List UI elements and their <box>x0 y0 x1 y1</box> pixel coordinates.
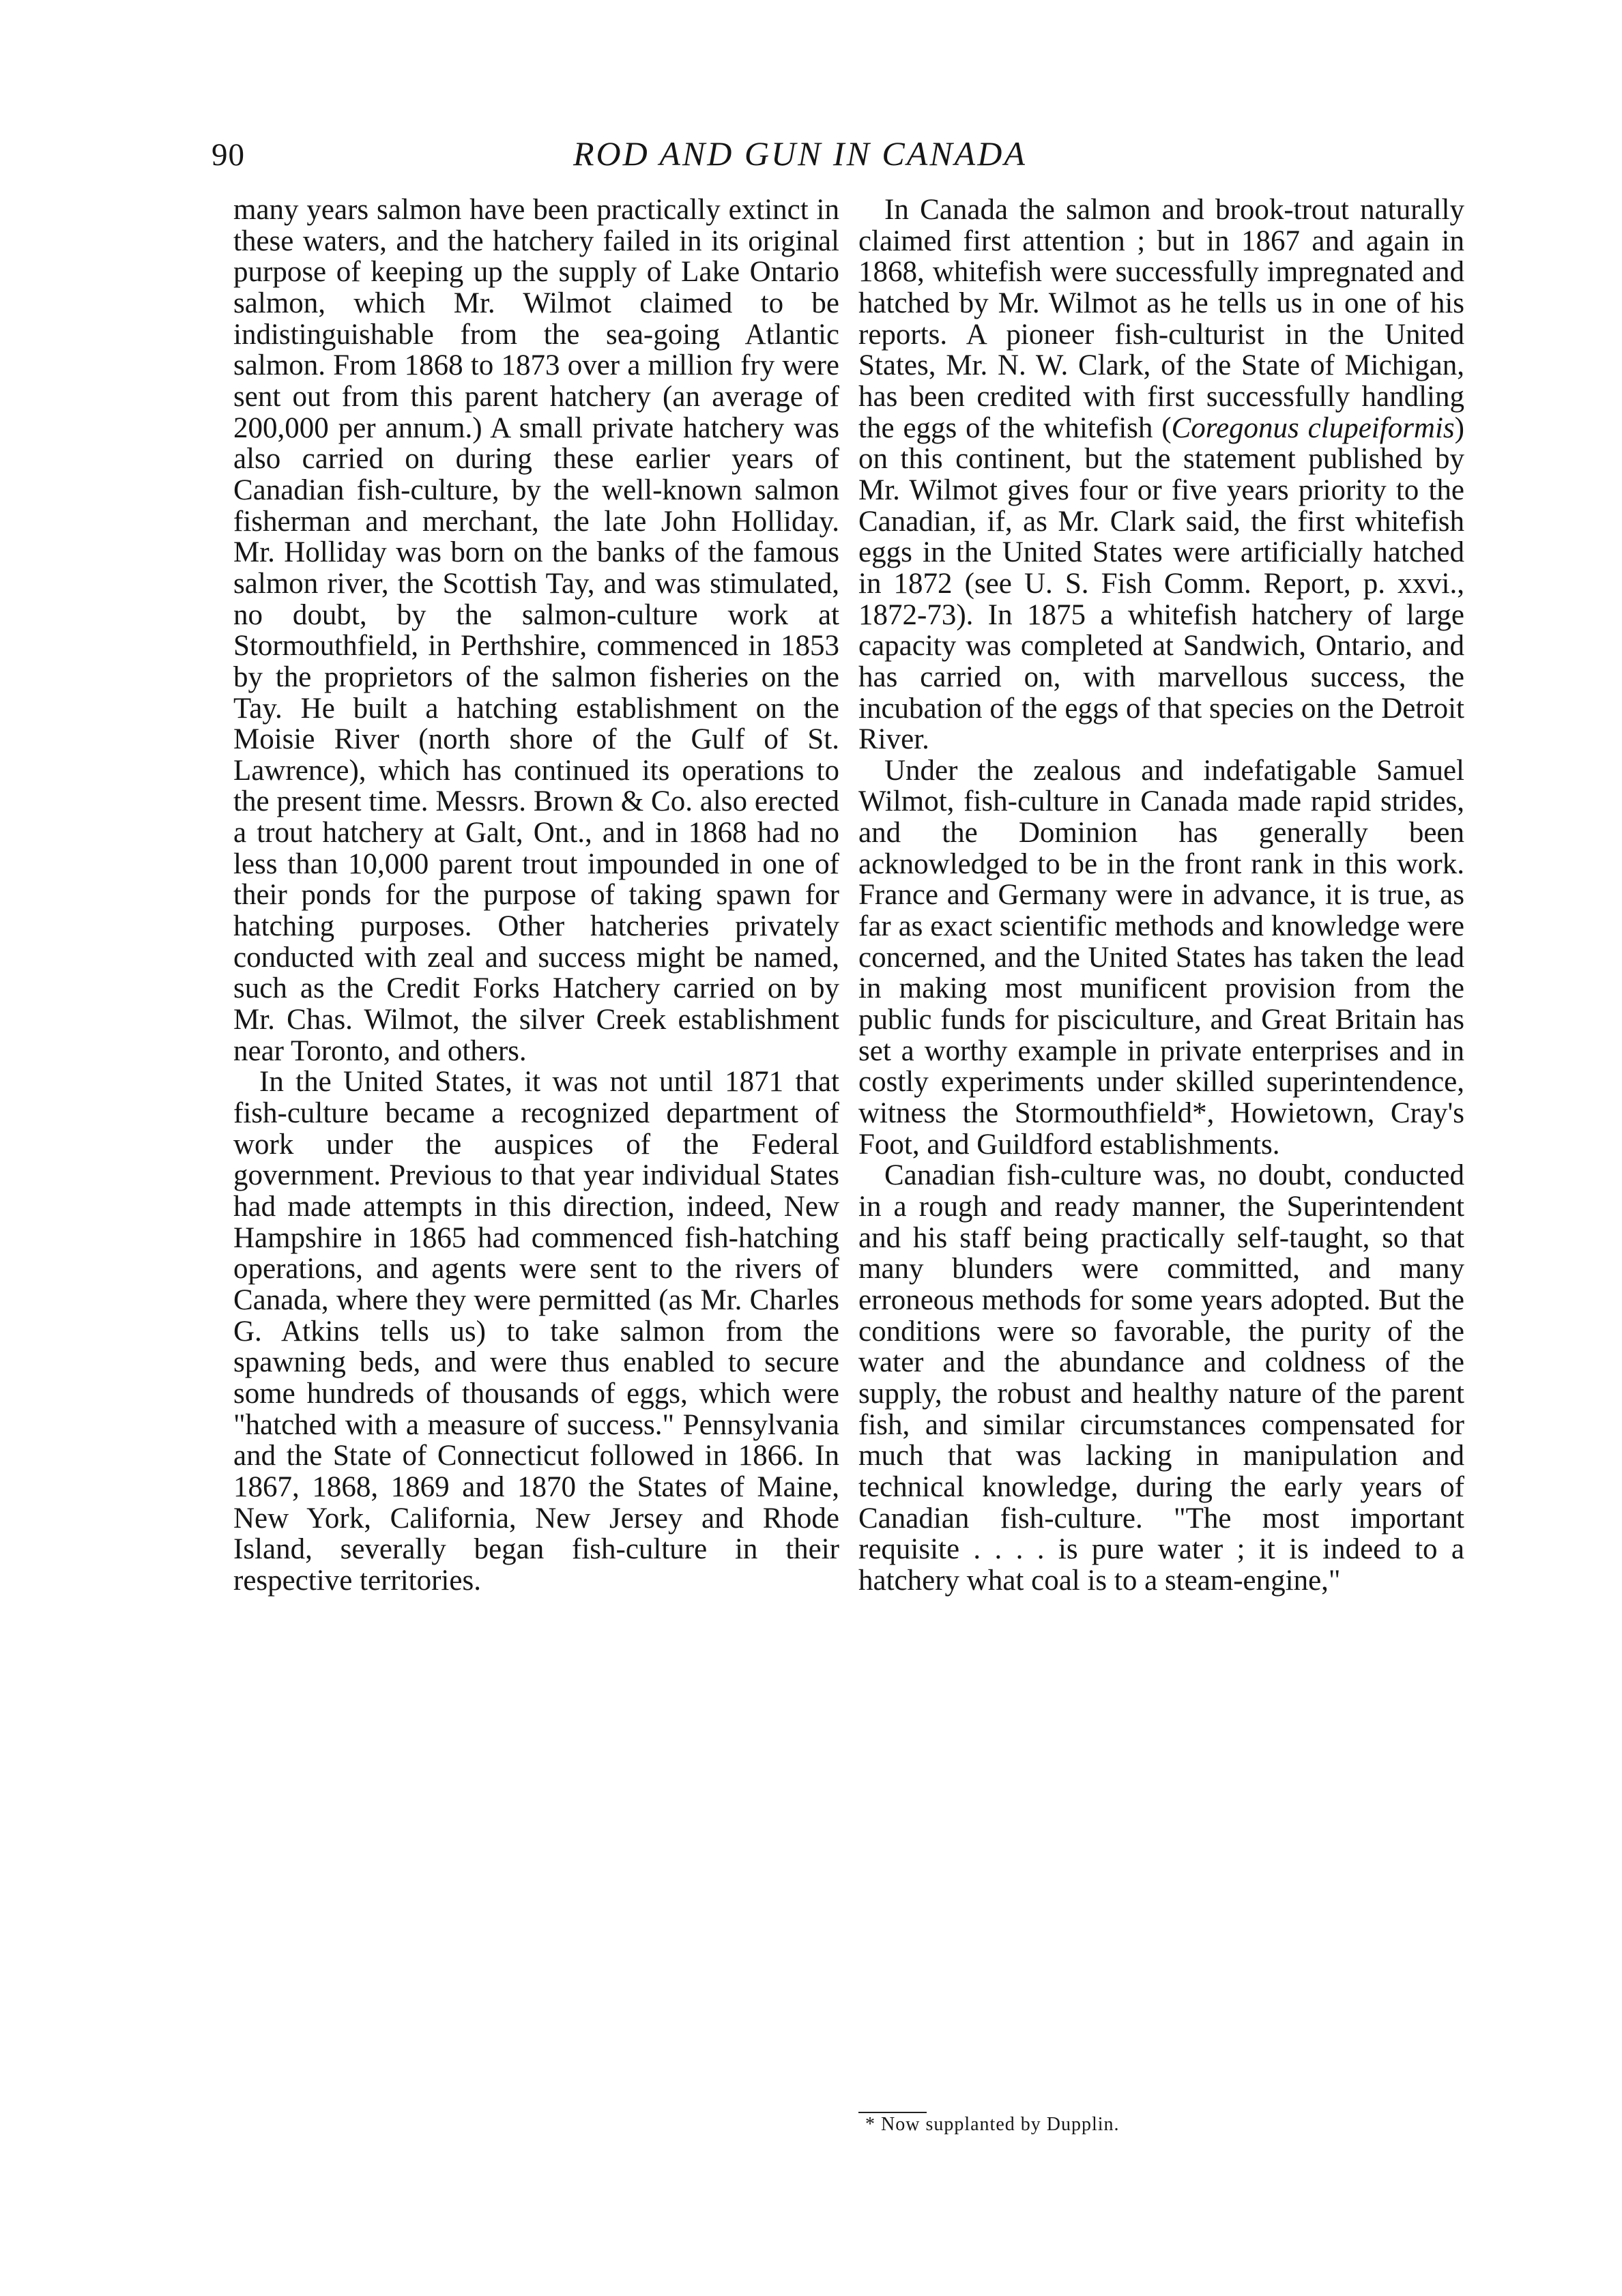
right-paragraph-1-text-a: In Canada the salmon and brook-trout naturally claimed first attention ; but in 1867 and again in 1868, whitefish were successfully impregnated and hatched by Mr. Wilmot as he tells us in one of his reports. A pioneer fish-culturist in the United States, Mr. N. W. Clark, of the State of Michigan, has been credited with first successfully handling the eggs of the whitefish ( <box>858 194 1464 444</box>
page-number: 90 <box>212 137 245 173</box>
running-head: ROD AND GUN IN CANADA <box>573 134 1027 173</box>
species-name: Coregonus clupeiformis <box>1171 411 1455 444</box>
footnote: * Now supplanted by Dupplin. <box>865 2114 1120 2135</box>
right-paragraph-1 <box>858 194 1464 755</box>
right-column <box>858 194 1464 1597</box>
footnote-rule <box>858 2112 927 2113</box>
right-paragraph-2: Under the zealous and indefatigable Samuel Wilmot, fish-culture in Canada made rapid strides, and the Dominion has generally been acknowledged to be in the front rank in this work. France and Germany were in advance, it is true, as far as exact scientific methods and knowledge were concerned, and the United States has taken the lead in making most munificent provision from the public funds for pisciculture, and Great Britain has set a worthy example in private enterprises and in costly experiments under skilled superintendence, witness the Stormouthfield*, Howietown, Cray's Foot, and Guildford establishments. <box>858 754 1464 1161</box>
right-paragraph-3: Canadian fish-culture was, no doubt, conducted in a rough and ready manner, the Superintendent and his staff being practically self-taught, so that many blunders were committed, and many erroneous methods for some years adopted. But the conditions were so favorable, the purity of the water and the abundance and coldness of the supply, the robust and healthy nature of the parent fish, and similar circumstances compensated for much that was lacking in manipulation and technical knowledge, during the early years of Canadian fish-culture. "The most important requisite . . . . is pure water ; it is indeed to a hatchery what coal is to a steam-engine," <box>858 1159 1464 1597</box>
left-paragraph-2: In the United States, it was not until 1871 that fish-culture became a recognized department of work under the auspices of the Federal government. Previous to that year individual States had made attempts in this direction, indeed, New Hampshire in 1865 had commenced fish-hatching operations, and agents were sent to the rivers of Canada, where they were permitted (as Mr. Charles G. Atkins tells us) to take salmon from the spawning beds, and were thus enabled to secure some hundreds of thousands of eggs, which were "hatched with a measure of success." Pennsylvania and the State of Connecticut followed in 1866. In 1867, 1868, 1869 and 1870 the States of Maine, New York, California, New Jersey and Rhode Island, severally began fish-culture in their respective territories. <box>233 1066 839 1597</box>
left-paragraph-1: many years salmon have been practically extinct in these waters, and the hatchery failed in its original purpose of keeping up the supply of Lake Ontario salmon, which Mr. Wilmot claimed to be indistinguishable from the sea-going Atlantic salmon. From 1868 to 1873 over a million fry were sent out from this parent hatchery (an average of 200,000 per annum.) A small private hatchery was also carried on during these earlier years of Canadian fish-culture, by the well-known salmon fisherman and merchant, the late John Holliday. Mr. Holliday was born on the banks of the famous salmon river, the Scottish Tay, and was stimulated, no doubt, by the salmon-culture work at Stormouthfield, in Perthshire, commenced in 1853 by the proprietors of the salmon fisheries on the Tay. He built a hatching establishment on the Moisie River (north shore of the Gulf of St. Lawrence), which has continued its operations to the present time. Messrs. Brown & Co. also erected a trout hatchery at Galt, Ont., and in 1868 had no less than 10,000 parent trout impounded in one of their ponds for the purpose of taking spawn for hatching purposes. Other hatcheries privately conducted with zeal and success might be named, such as the Credit Forks Hatchery carried on by Mr. Chas. Wilmot, the silver Creek establishment near Toronto, and others. <box>233 194 839 1067</box>
right-paragraph-1-text-b: ) on this continent, but the statement published by Mr. Wilmot gives four or five years priority to the Canadian, if, as Mr. Clark said, the first whitefish eggs in the United States were artificially hatched in 1872 (see U. S. Fish Comm. Report, p. xxvi., 1872-73). In 1875 a whitefish hatchery of large capacity was completed at Sandwich, Ontario, and has carried on, with marvellous success, the incubation of the eggs of that species on the Detroit River. <box>858 411 1464 756</box>
left-column <box>233 194 839 1597</box>
